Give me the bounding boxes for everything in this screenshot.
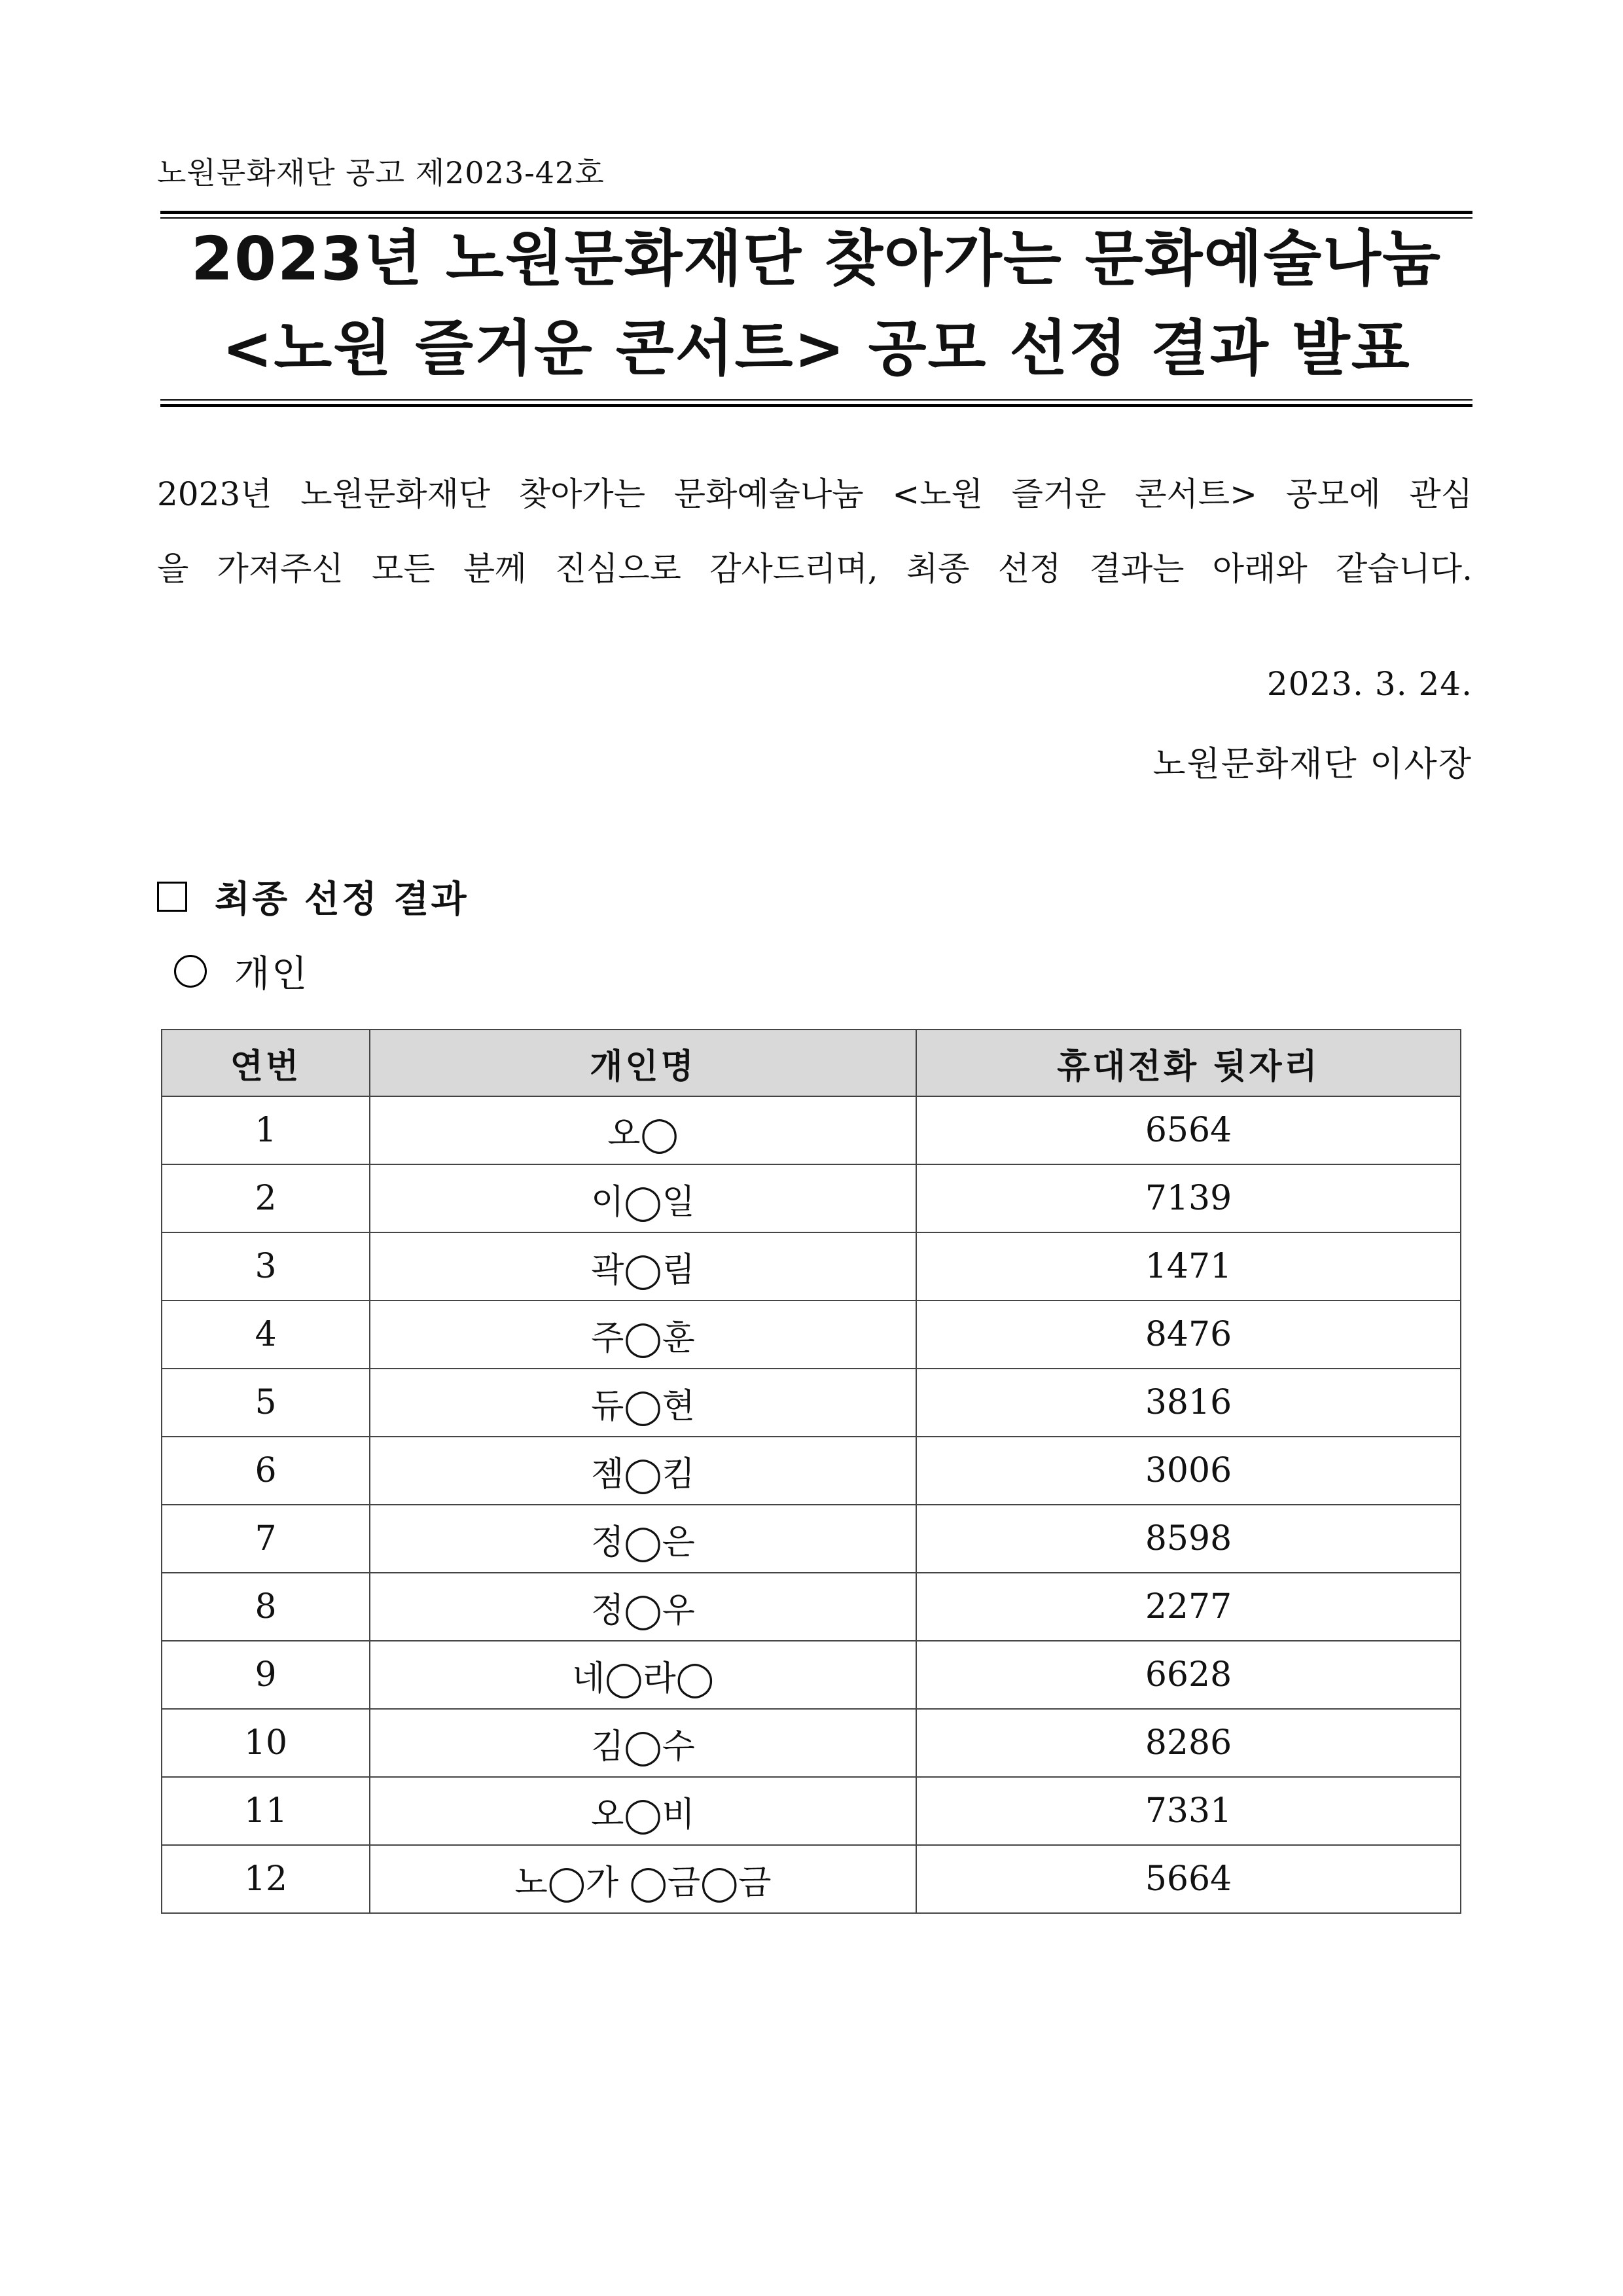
row-phone: 8476 [916,1300,1461,1369]
row-number: 10 [162,1709,370,1777]
title-line-2: <노원 즐거운 콘서트> 공모 선정 결과 발표 [222,314,1411,384]
row-name: 정◯우 [370,1573,916,1641]
row-number: 12 [162,1845,370,1913]
row-name: 김◯수 [370,1709,916,1777]
row-name: 듀◯현 [370,1369,916,1437]
signer: 노원문화재단 이사장 [1152,745,1472,784]
row-phone: 7331 [916,1777,1461,1845]
row-number: 2 [162,1164,370,1232]
results-table [161,1029,1461,1914]
sub-heading [174,945,309,997]
title-block [160,211,1472,407]
row-number: 7 [162,1505,370,1573]
square-bullet-icon [157,882,187,912]
notice-number: 노원문화재단 공고 제2023-42호 [157,155,605,190]
announcement-date: 2023. 3. 24. [1266,665,1472,703]
header-phone: 휴대전화 뒷자리 [916,1030,1461,1096]
row-name: 노◯가 ◯금◯금 [370,1845,916,1913]
row-phone: 6628 [916,1641,1461,1709]
table-row [162,1641,1461,1709]
row-number: 5 [162,1369,370,1437]
table-row [162,1573,1461,1641]
row-phone: 3816 [916,1369,1461,1437]
header-name: 개인명 [370,1030,916,1096]
row-phone: 6564 [916,1096,1461,1164]
intro-paragraph [157,457,1472,606]
table-row [162,1164,1461,1232]
row-number: 1 [162,1096,370,1164]
row-phone: 3006 [916,1437,1461,1505]
section-heading [157,870,469,923]
row-number: 9 [162,1641,370,1709]
title-bottom-rule [160,399,1472,407]
row-name: 곽◯림 [370,1232,916,1300]
table-row [162,1845,1461,1913]
row-name: 오◯ [370,1096,916,1164]
row-phone: 2277 [916,1573,1461,1641]
table-row [162,1232,1461,1300]
table-header-row [162,1030,1461,1096]
intro-line-2: 을 가져주신 모든 분께 진심으로 감사드리며, 최종 선정 결과는 아래와 같습니다. [157,550,1472,588]
header-number: 연번 [162,1030,370,1096]
row-phone: 1471 [916,1232,1461,1300]
title-line-1: 2023년 노원문화재단 찾아가는 문화예술나눔 [191,224,1442,294]
circle-bullet-icon [174,955,207,988]
row-phone: 8598 [916,1505,1461,1573]
title-top-rule [160,211,1472,219]
row-number: 8 [162,1573,370,1641]
row-name: 정◯은 [370,1505,916,1573]
row-number: 11 [162,1777,370,1845]
row-phone: 7139 [916,1164,1461,1232]
table-row [162,1505,1461,1573]
table-row [162,1777,1461,1845]
row-number: 4 [162,1300,370,1369]
row-name: 오◯비 [370,1777,916,1845]
intro-line-1: 2023년 노원문화재단 찾아가는 문화예술나눔 <노원 즐거운 콘서트> 공모에 관심 [157,475,1472,513]
row-phone: 8286 [916,1709,1461,1777]
row-number: 3 [162,1232,370,1300]
row-name: 이◯일 [370,1164,916,1232]
row-phone: 5664 [916,1845,1461,1913]
table-row [162,1369,1461,1437]
row-number: 6 [162,1437,370,1505]
table-row [162,1096,1461,1164]
row-name: 젬◯킴 [370,1437,916,1505]
row-name: 네◯라◯ [370,1641,916,1709]
section-title: 최종 선정 결과 [215,878,469,921]
table-row [162,1437,1461,1505]
table-row [162,1300,1461,1369]
row-name: 주◯훈 [370,1300,916,1369]
sub-title: 개인 [234,953,310,996]
table-row [162,1709,1461,1777]
